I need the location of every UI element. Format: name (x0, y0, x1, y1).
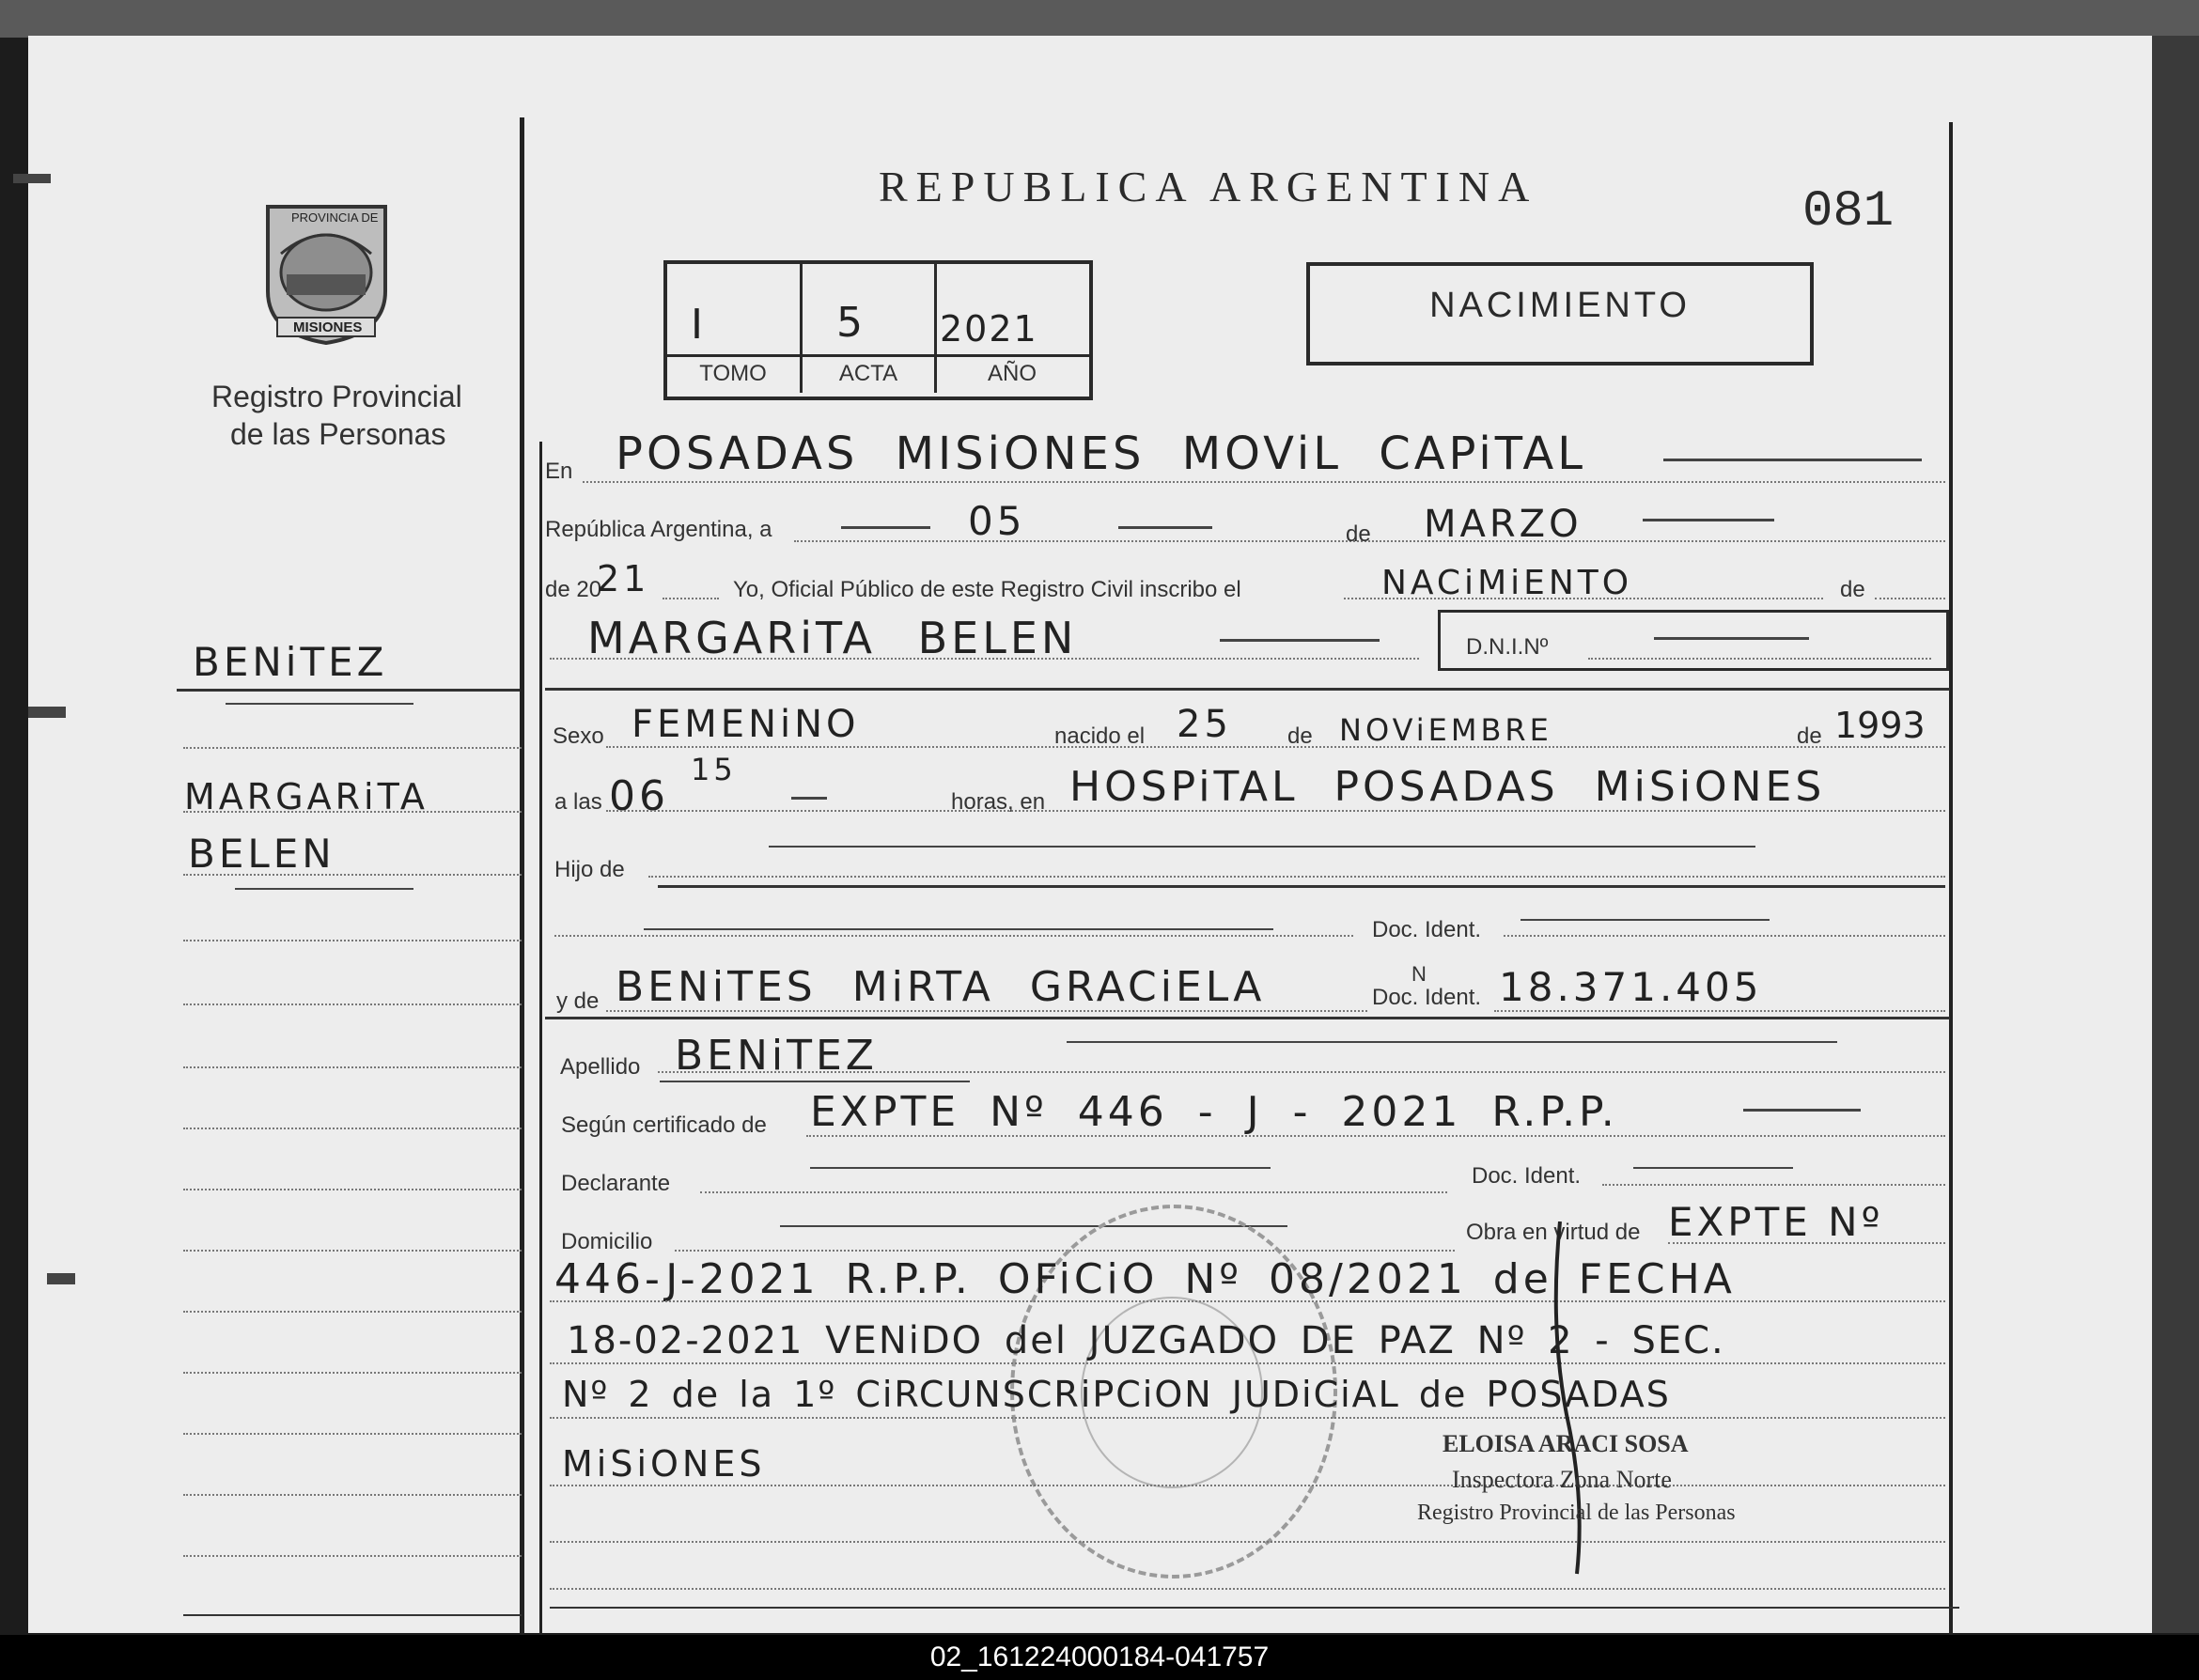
form-right-border (1949, 122, 1953, 1635)
margin-line-4 (183, 940, 522, 941)
father-dash (644, 928, 1273, 930)
margin-line-14 (183, 1555, 522, 1557)
apellido-dash (1067, 1041, 1837, 1043)
segun-label: Según certificado de (561, 1112, 767, 1138)
tomo-value: I (691, 301, 707, 349)
de-label: de (1346, 521, 1371, 547)
segun-line (806, 1135, 1945, 1137)
margin-bottom-rule (183, 1614, 522, 1616)
birth-place-extra-dash (769, 846, 1755, 848)
sexo-value: FEMENiNO (632, 703, 860, 746)
day-dash-left (841, 526, 930, 529)
sexo-label: Sexo (553, 723, 604, 749)
obra-line (1668, 1242, 1945, 1244)
birth-hour: 06 (609, 772, 669, 820)
de-label-3: de (1287, 723, 1313, 749)
margin-line-5 (183, 1003, 522, 1005)
bottom-rule (550, 1607, 1959, 1609)
margin-line-7 (183, 1128, 522, 1129)
apellido-underline (660, 1081, 970, 1082)
hijo-line (648, 876, 1945, 878)
y-de-label: y de (556, 988, 600, 1014)
margin-name1: MARGARiTA (184, 776, 429, 817)
day-value: 05 (968, 498, 1026, 544)
birth-year: 1993 (1834, 705, 1926, 746)
month-dash (1643, 519, 1774, 521)
birth-day: 25 (1177, 703, 1232, 746)
apellido-value: BENiTEZ (675, 1032, 878, 1080)
margin-surname: BENiTEZ (193, 639, 388, 685)
certificate-number: 081 (1802, 183, 1895, 241)
year-dots (663, 598, 719, 599)
notes-rule-5 (550, 1541, 1945, 1543)
margin-line-2 (183, 811, 522, 813)
margin-surname-underline (226, 703, 413, 705)
mother-doc-label: Doc. Ident. (1372, 985, 1482, 1010)
margin-line-11 (183, 1372, 522, 1374)
month-value: MARZO (1424, 503, 1583, 546)
year-suffix: 21 (597, 558, 650, 599)
margin-line-12 (183, 1433, 522, 1435)
declarante-doc-dash (1633, 1167, 1793, 1169)
anio-label: AÑO (987, 361, 1037, 386)
notes-rule-2 (550, 1362, 1945, 1364)
notes-rule-3 (550, 1417, 1945, 1419)
year-prefix: de 20 (545, 577, 602, 602)
person-name: MARGARiTA BELEN (587, 613, 1078, 663)
person-name-line (550, 658, 1419, 660)
notes-line-1: 446-J-2021 R.P.P. OFiCiO Nº 08/2021 de FECHA (554, 1255, 1736, 1303)
republica-label: República Argentina, a (545, 517, 772, 542)
en-line (583, 481, 1945, 483)
tomo-label: TOMO (699, 361, 767, 386)
certificado-dash (1743, 1109, 1861, 1112)
misiones-emblem (258, 197, 395, 348)
margin-name2: BELEN (188, 831, 335, 877)
margin-line-8 (183, 1189, 522, 1190)
anio-value: 2021 (940, 308, 1038, 350)
place-value: POSADAS MISiONES MOViL CAPiTAL (616, 428, 1586, 480)
father-doc-label: Doc. Ident. (1372, 917, 1482, 942)
de-label-2: de (1840, 577, 1865, 602)
registry-name-line2: de las Personas (230, 417, 446, 451)
domicilio-label: Domicilio (561, 1229, 653, 1254)
apellido-line (658, 1071, 1945, 1073)
mother-doc-number: 18.371.405 (1499, 964, 1763, 1010)
form-left-border (539, 442, 542, 1635)
declarante-dash (810, 1167, 1271, 1169)
mother-doc-line (1494, 1010, 1945, 1012)
margin-line-10 (183, 1311, 522, 1313)
acta-label: ACTA (838, 361, 898, 386)
acta-value: 5 (836, 299, 866, 347)
mother-line (606, 1010, 1367, 1012)
declarante-doc-line (1602, 1184, 1945, 1186)
hijo-label: Hijo de (554, 857, 625, 882)
dni-line (1588, 658, 1931, 660)
notes-line-4: MiSiONES (562, 1443, 766, 1485)
margin-surname-rule (177, 689, 520, 692)
country-title: REPUBLICA ARGENTINA (879, 163, 1538, 210)
birth-place: HOSPiTAL POSADAS MiSiONES (1069, 763, 1826, 811)
binding-hole-1 (13, 174, 51, 183)
page-edge (2152, 36, 2199, 1633)
mother-name: BENiTES MiRTA GRACiELA (616, 963, 1266, 1011)
signer-role: Inspectora Zona Norte (1452, 1466, 1672, 1493)
notes-rule-4 (550, 1485, 1945, 1486)
emblem-text-top: PROVINCIA DE (291, 210, 379, 225)
sexo-line (606, 746, 1945, 748)
day-dash-right (1118, 526, 1212, 529)
notes-rule-6 (550, 1588, 1945, 1590)
signer-office: Registro Provincial de las Personas (1417, 1501, 1736, 1525)
binding-hole-3 (47, 1273, 75, 1284)
father-line (554, 935, 1353, 937)
person-name-dash (1220, 639, 1380, 642)
binding-hole-2 (28, 707, 66, 718)
nacido-label: nacido el (1054, 723, 1146, 749)
apellido-label: Apellido (560, 1054, 641, 1080)
place-dash (1663, 459, 1922, 461)
record-type: NACIMIENTO (1429, 286, 1691, 325)
certificado-value: EXPTE Nº 446 - J - 2021 R.P.P. (810, 1088, 1618, 1136)
father-doc-dash (1521, 919, 1770, 921)
declarante-line (700, 1191, 1447, 1193)
declarante-doc-label: Doc. Ident. (1472, 1163, 1582, 1189)
scan-id-footer: 02_161224000184-041757 (0, 1635, 2199, 1680)
notes-line-2: 18-02-2021 VENiDO del JUZGADO DE PAZ Nº 2 - SEC. (567, 1319, 1725, 1362)
father-doc-line (1504, 935, 1945, 937)
dni-dash (1654, 637, 1809, 640)
birth-month: NOViEMBRE (1339, 712, 1552, 748)
margin-line-13 (183, 1494, 522, 1496)
hour-dash (791, 797, 827, 800)
emblem-text-bottom: MISIONES (293, 319, 363, 335)
margin-line-3 (183, 874, 522, 876)
margin-line-1 (183, 747, 522, 749)
horas-label: horas, en (951, 789, 1046, 815)
margin-line-9 (183, 1250, 522, 1252)
signer-name: ELOISA ARACI SOSA (1443, 1430, 1689, 1457)
dni-label: D.N.I.Nº (1466, 634, 1549, 660)
margin-line-6 (183, 1066, 522, 1068)
yo-oficial-text: Yo, Oficial Público de este Registro Civil inscribo el (733, 577, 1241, 602)
en-label: En (545, 459, 573, 484)
margin-divider (520, 117, 524, 1635)
de-label-4: de (1797, 723, 1822, 749)
margin-name-underline (235, 888, 413, 890)
mother-doc-n: N (1411, 962, 1427, 986)
hijo-dash (658, 885, 1945, 888)
de-line-2 (1875, 598, 1945, 599)
notes-rule-1 (550, 1300, 1945, 1302)
event-value: NACiMiENTO (1381, 564, 1633, 602)
record-table-label-rule (667, 354, 1089, 357)
notes-line-3: Nº 2 de la 1º CiRCUNSCRiPCiON JUDiCiAL de POSADAS (562, 1374, 1671, 1415)
birth-minutes: 15 (691, 752, 737, 787)
section-rule-1 (545, 688, 1950, 691)
declarante-label: Declarante (561, 1171, 671, 1196)
obra-label: Obra en virtud de (1466, 1220, 1641, 1245)
section-rule-2 (545, 1017, 1950, 1019)
a-las-label: a las (554, 789, 602, 815)
obra-start: EXPTE Nº (1668, 1199, 1884, 1245)
registry-name-line1: Registro Provincial (211, 380, 462, 413)
page-top-shadow (0, 0, 2199, 38)
